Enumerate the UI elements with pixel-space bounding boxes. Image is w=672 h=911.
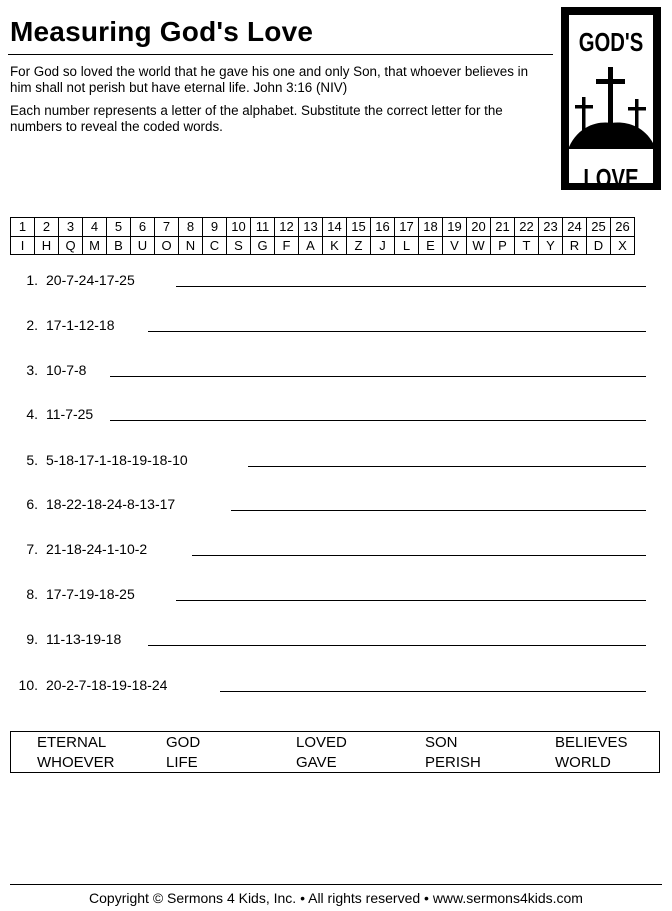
logo-bottom-text: LOVE [583, 163, 639, 193]
question-number: 4. [26, 406, 38, 422]
cipher-number: 4 [83, 218, 107, 237]
question-item [10, 452, 650, 472]
question-number: 5. [26, 452, 38, 468]
word-bank-word: LIFE [166, 754, 198, 771]
cipher-number: 9 [203, 218, 227, 237]
question-code: 21-18-24-1-10-2 [46, 541, 148, 557]
question-code: 11-7-25 [46, 406, 94, 422]
word-bank-word: PERISH [425, 754, 481, 771]
cipher-number: 11 [251, 218, 275, 237]
word-bank-word: WHOEVER [37, 754, 115, 771]
cipher-number: 16 [371, 218, 395, 237]
question-item [10, 586, 650, 606]
cipher-letter: K [323, 237, 347, 255]
crosses-on-hill-icon [569, 63, 653, 163]
gods-love-logo [561, 7, 661, 193]
question-item [10, 496, 650, 516]
question-item [10, 677, 650, 697]
cipher-number: 1 [11, 218, 35, 237]
question-number: 9. [26, 631, 38, 647]
question-code: 18-22-18-24-8-13-17 [46, 496, 176, 512]
cipher-number: 12 [275, 218, 299, 237]
footer-divider [10, 884, 662, 885]
cipher-letter: W [467, 237, 491, 255]
instructions-text: Each number represents a letter of the alphabet. Substitute the correct letter for the numbers to reveal the coded words. [10, 103, 503, 134]
logo-top-text: GOD'S [578, 27, 644, 57]
question-item [10, 406, 650, 426]
cipher-number: 14 [323, 218, 347, 237]
word-bank-word: LOVED [296, 734, 347, 751]
cipher-letter: X [611, 237, 635, 255]
cipher-letter: H [35, 237, 59, 255]
cipher-number: 25 [587, 218, 611, 237]
cipher-number: 24 [563, 218, 587, 237]
cipher-letter: U [131, 237, 155, 255]
answer-line[interactable] [176, 286, 646, 287]
question-number: 6. [26, 496, 38, 512]
cipher-number: 19 [443, 218, 467, 237]
cipher-numbers-row [11, 218, 635, 237]
answer-line[interactable] [176, 600, 646, 601]
cipher-letter: O [155, 237, 179, 255]
question-item [10, 541, 650, 561]
page-title: Measuring God's Love [10, 16, 314, 47]
cipher-letter: T [515, 237, 539, 255]
cipher-number: 18 [419, 218, 443, 237]
cipher-number: 10 [227, 218, 251, 237]
cipher-letter: F [275, 237, 299, 255]
cipher-letter: G [251, 237, 275, 255]
cipher-number: 15 [347, 218, 371, 237]
question-item [10, 317, 650, 337]
cipher-number: 2 [35, 218, 59, 237]
question-code: 5-18-17-1-18-19-18-10 [46, 452, 188, 468]
cipher-number: 7 [155, 218, 179, 237]
question-item [10, 272, 650, 292]
question-code: 11-13-19-18 [46, 631, 122, 647]
cipher-number: 6 [131, 218, 155, 237]
question-number: 7. [26, 541, 38, 557]
question-number: 8. [26, 586, 38, 602]
word-bank-word: GAVE [296, 754, 337, 771]
cipher-letter: L [395, 237, 419, 255]
word-bank-word: SON [425, 734, 458, 751]
verse-text: For God so loved the world that he gave his one and only Son, that whoever believes in him shall not perish but have eternal life. John 3:16 (NIV) [10, 64, 529, 95]
question-number: 10. [18, 677, 38, 693]
cipher-letter: C [203, 237, 227, 255]
cipher-letter: E [419, 237, 443, 255]
cipher-number: 21 [491, 218, 515, 237]
question-number: 1. [26, 272, 38, 288]
word-bank-word: GOD [166, 734, 201, 751]
cipher-letter: J [371, 237, 395, 255]
question-code: 17-1-12-18 [46, 317, 115, 333]
cipher-letter: I [11, 237, 35, 255]
cipher-letter: M [83, 237, 107, 255]
cipher-number: 3 [59, 218, 83, 237]
cipher-number: 8 [179, 218, 203, 237]
question-number: 3. [26, 362, 38, 378]
footer-copyright: Copyright © Sermons 4 Kids, Inc. • All rights reserved • www.sermons4kids.com [89, 890, 583, 906]
answer-line[interactable] [192, 555, 646, 556]
cipher-key-table [10, 217, 635, 255]
cipher-number: 13 [299, 218, 323, 237]
answer-line[interactable] [248, 466, 646, 467]
question-code: 20-2-7-18-19-18-24 [46, 677, 168, 693]
cipher-letter: A [299, 237, 323, 255]
cipher-letter: Y [539, 237, 563, 255]
title-divider [8, 54, 553, 55]
answer-line[interactable] [231, 510, 646, 511]
cipher-letter: S [227, 237, 251, 255]
answer-line[interactable] [148, 645, 646, 646]
question-code: 17-7-19-18-25 [46, 586, 135, 602]
cipher-letter: Z [347, 237, 371, 255]
answer-line[interactable] [148, 331, 646, 332]
question-code: 10-7-8 [46, 362, 87, 378]
cipher-letter: B [107, 237, 131, 255]
question-item [10, 631, 650, 651]
cipher-number: 20 [467, 218, 491, 237]
cipher-number: 26 [611, 218, 635, 237]
cipher-letter: D [587, 237, 611, 255]
question-item [10, 362, 650, 382]
answer-line[interactable] [110, 376, 646, 377]
question-code: 20-7-24-17-25 [46, 272, 135, 288]
cipher-letter: N [179, 237, 203, 255]
answer-line[interactable] [220, 691, 646, 692]
cipher-number: 22 [515, 218, 539, 237]
word-bank-word: BELIEVES [555, 734, 628, 751]
cipher-letter: R [563, 237, 587, 255]
cipher-number: 17 [395, 218, 419, 237]
answer-line[interactable] [110, 420, 646, 421]
cipher-letters-row [11, 237, 635, 255]
word-bank-word: ETERNAL [37, 734, 107, 751]
cipher-letter: Q [59, 237, 83, 255]
question-number: 2. [26, 317, 38, 333]
cipher-number: 23 [539, 218, 563, 237]
word-bank-word: WORLD [555, 754, 611, 771]
cipher-number: 5 [107, 218, 131, 237]
cipher-letter: V [443, 237, 467, 255]
word-bank [10, 731, 660, 773]
cipher-letter: P [491, 237, 515, 255]
